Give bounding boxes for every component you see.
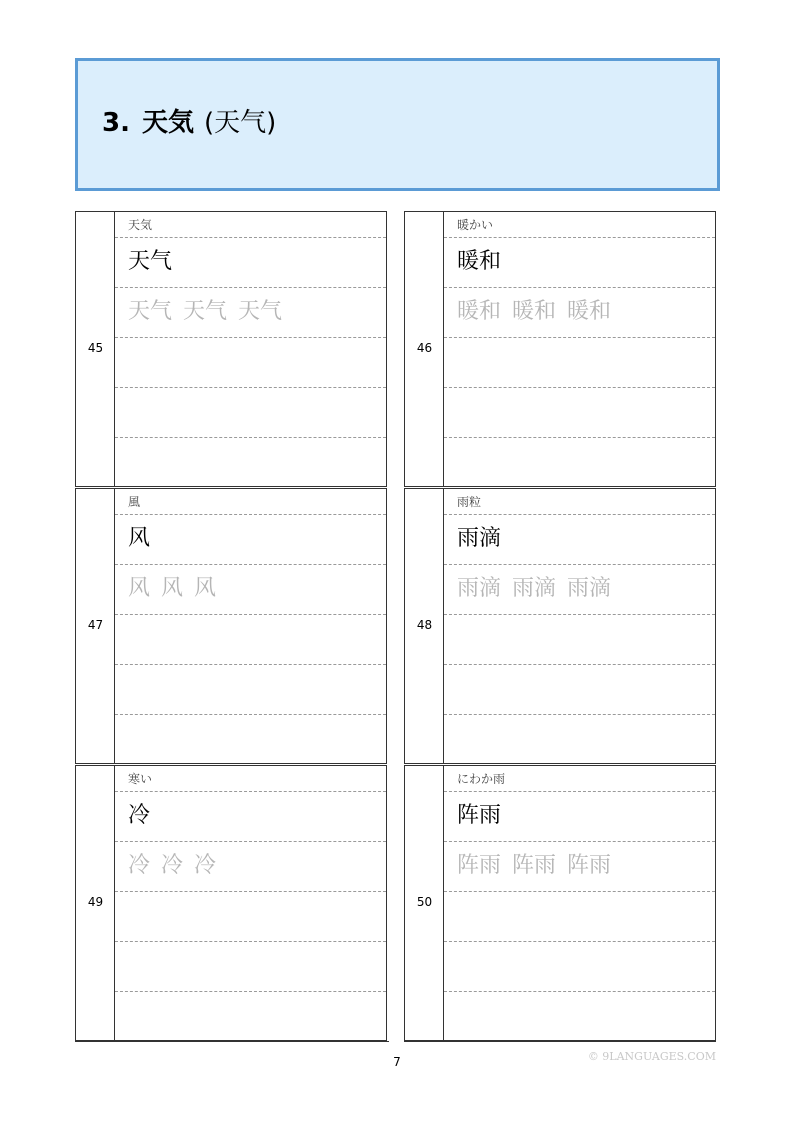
trace-word: 雨滴 xyxy=(457,576,502,601)
practice-row xyxy=(115,388,386,438)
trace-words xyxy=(128,852,227,880)
trace-word: 风 xyxy=(161,576,184,601)
card-number: 49 xyxy=(87,895,104,909)
trace-word: 暖和 xyxy=(512,299,557,324)
chinese-row xyxy=(444,792,715,842)
vocab-card-46 xyxy=(404,211,716,487)
japanese-word: にわか雨 xyxy=(457,772,506,786)
practice-row xyxy=(115,992,386,1042)
card-number: 45 xyxy=(87,341,104,355)
vocab-card-50 xyxy=(404,765,716,1041)
practice-row xyxy=(444,942,715,992)
trace-words xyxy=(457,298,622,326)
practice-row xyxy=(115,942,386,992)
section-title-japanese: 天気 xyxy=(141,108,194,138)
trace-word: 天气 xyxy=(128,299,173,324)
vocab-card-45 xyxy=(75,211,387,487)
trace-row xyxy=(115,565,386,615)
card-number-column xyxy=(76,212,115,486)
practice-row xyxy=(444,438,715,488)
practice-row xyxy=(115,665,386,715)
japanese-word: 風 xyxy=(128,495,141,509)
trace-word: 天气 xyxy=(238,299,283,324)
chinese-row xyxy=(115,515,386,565)
chinese-word: 天气 xyxy=(128,249,173,274)
footer-divider xyxy=(404,1041,716,1042)
practice-row xyxy=(115,338,386,388)
section-number: 3. xyxy=(102,108,130,138)
practice-row xyxy=(115,715,386,765)
chinese-row xyxy=(444,515,715,565)
vocab-card-49 xyxy=(75,765,387,1041)
chinese-word: 雨滴 xyxy=(457,526,502,551)
trace-words xyxy=(128,575,227,603)
japanese-row xyxy=(444,212,715,238)
page-number: 7 xyxy=(393,1055,401,1069)
card-number-column xyxy=(405,212,444,486)
card-number-column xyxy=(76,489,115,763)
trace-row xyxy=(444,565,715,615)
trace-word: 冷 xyxy=(128,853,151,878)
chinese-row xyxy=(444,238,715,288)
trace-row xyxy=(115,288,386,338)
chinese-word: 阵雨 xyxy=(457,803,502,828)
chinese-word: 暖和 xyxy=(457,249,502,274)
practice-row xyxy=(444,338,715,388)
japanese-word: 天気 xyxy=(128,218,153,232)
trace-word: 天气 xyxy=(183,299,228,324)
trace-word: 冷 xyxy=(194,853,217,878)
trace-row xyxy=(444,842,715,892)
practice-row xyxy=(444,615,715,665)
footer-divider xyxy=(75,1041,389,1042)
vocab-card-48 xyxy=(404,488,716,764)
trace-word: 暖和 xyxy=(457,299,502,324)
trace-word: 风 xyxy=(128,576,151,601)
japanese-word: 寒い xyxy=(128,772,153,786)
practice-row xyxy=(444,388,715,438)
trace-row xyxy=(444,288,715,338)
chinese-word: 冷 xyxy=(128,803,151,828)
trace-word: 雨滴 xyxy=(567,576,612,601)
trace-word: 阵雨 xyxy=(512,853,557,878)
section-title-chinese: (天气) xyxy=(203,108,277,138)
japanese-word: 暖かい xyxy=(457,218,494,232)
japanese-row xyxy=(115,489,386,515)
chinese-word: 风 xyxy=(128,526,151,551)
copyright-notice: © 9LANGUAGES.COM xyxy=(587,1050,716,1063)
japanese-row xyxy=(115,766,386,792)
trace-row xyxy=(115,842,386,892)
section-title-box xyxy=(75,58,720,191)
practice-row xyxy=(444,665,715,715)
card-number: 46 xyxy=(416,341,433,355)
card-number: 48 xyxy=(416,618,433,632)
practice-row xyxy=(444,715,715,765)
practice-row xyxy=(115,438,386,488)
trace-word: 阵雨 xyxy=(567,853,612,878)
japanese-row xyxy=(444,489,715,515)
trace-word: 暖和 xyxy=(567,299,612,324)
trace-words xyxy=(128,298,293,326)
practice-row xyxy=(115,892,386,942)
card-number-column xyxy=(405,766,444,1040)
vocab-card-47 xyxy=(75,488,387,764)
section-title xyxy=(102,107,276,139)
japanese-row xyxy=(444,766,715,792)
japanese-word: 雨粒 xyxy=(457,495,482,509)
trace-words xyxy=(457,575,622,603)
practice-row xyxy=(115,615,386,665)
trace-word: 雨滴 xyxy=(512,576,557,601)
practice-row xyxy=(444,892,715,942)
trace-word: 风 xyxy=(194,576,217,601)
trace-words xyxy=(457,852,622,880)
card-number: 47 xyxy=(87,618,104,632)
card-number-column xyxy=(405,489,444,763)
japanese-row xyxy=(115,212,386,238)
card-number-column xyxy=(76,766,115,1040)
card-number: 50 xyxy=(416,895,433,909)
practice-row xyxy=(444,992,715,1042)
trace-word: 阵雨 xyxy=(457,853,502,878)
trace-word: 冷 xyxy=(161,853,184,878)
chinese-row xyxy=(115,792,386,842)
chinese-row xyxy=(115,238,386,288)
